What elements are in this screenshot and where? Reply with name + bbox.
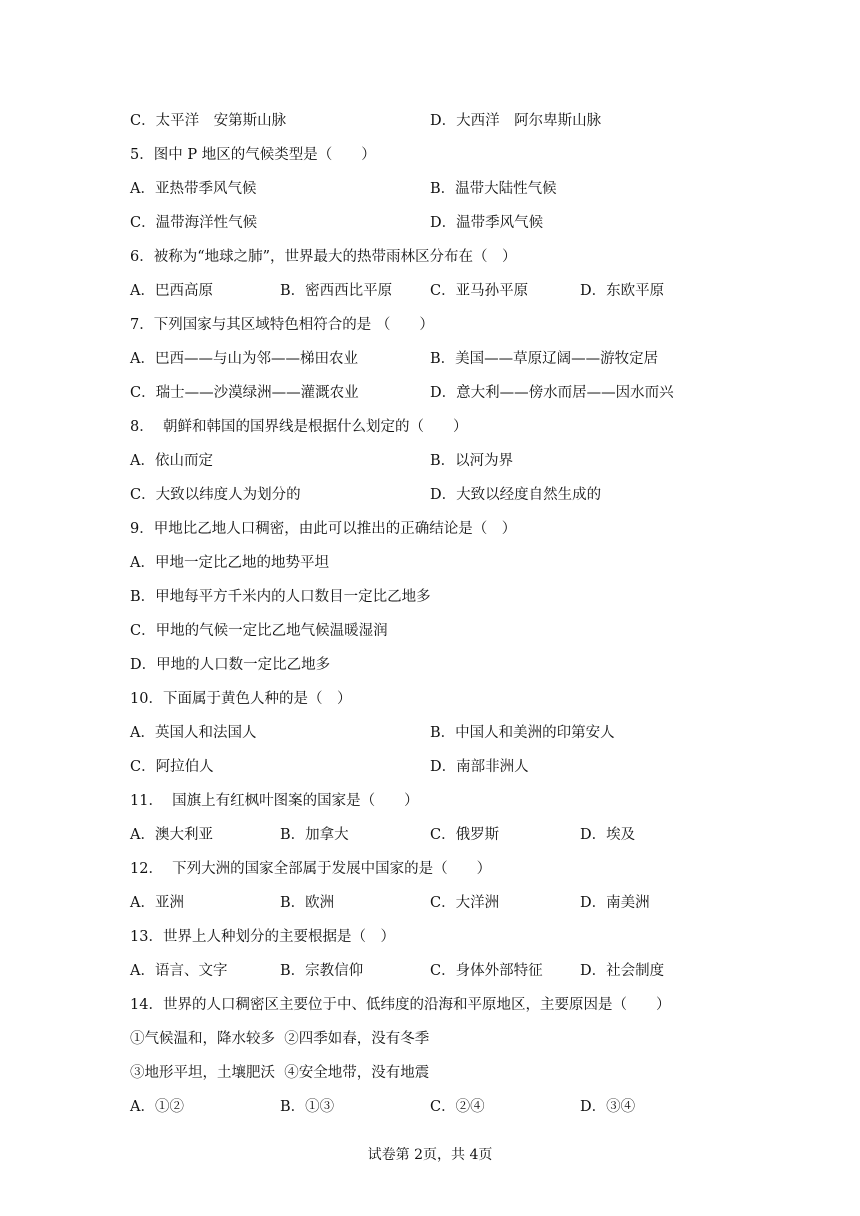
question-14-stem: 14．世界的人口稠密区主要位于中、低纬度的沿海和平原地区，主要原因是（ ） xyxy=(130,997,671,1013)
option-d-q7: D．意大利——傍水而居——因水而兴 xyxy=(430,385,674,401)
option-d-q13: D．社会制度 xyxy=(580,963,665,979)
option-b-q12: B．欧洲 xyxy=(280,895,335,911)
option-d-q6: D．东欧平原 xyxy=(580,283,665,299)
question-13-stem: 13．世界上人种划分的主要根据是（ ） xyxy=(130,929,395,945)
option-c-q9: C．甲地的气候一定比乙地气候温暖湿润 xyxy=(130,623,388,639)
statement-line-1: ①气候温和，降水较多 ②四季如春，没有冬季 xyxy=(130,1031,430,1047)
option-d-q12: D．南美洲 xyxy=(580,895,650,911)
option-c-q10: C．阿拉伯人 xyxy=(130,759,214,775)
option-b-q8: B．以河为界 xyxy=(430,453,514,469)
question-10-stem: 10．下面属于黄色人种的是（ ） xyxy=(130,691,352,707)
option-a-q8: A．依山而定 xyxy=(130,453,213,469)
option-c-q11: C．俄罗斯 xyxy=(430,827,500,843)
option-b-q13: B．宗教信仰 xyxy=(280,963,364,979)
question-5-stem: 5．图中 P 地区的气候类型是（ ） xyxy=(130,147,376,163)
option-c-q13: C．身体外部特征 xyxy=(430,963,543,979)
option-b-q6: B．密西西比平原 xyxy=(280,283,393,299)
option-a-q5: A．亚热带季风气候 xyxy=(130,181,257,197)
option-c-q14: C．②④ xyxy=(430,1099,485,1115)
option-b-q9: B．甲地每平方千米内的人口数目一定比乙地多 xyxy=(130,589,431,605)
option-a-q7: A．巴西——与山为邻——梯田农业 xyxy=(130,351,358,367)
option-d-q4: D．大西洋 阿尔卑斯山脉 xyxy=(430,113,602,129)
option-b-q14: B．①③ xyxy=(280,1099,335,1115)
option-a-q9: A．甲地一定比乙地的地势平坦 xyxy=(130,555,329,571)
option-c-q8: C．大致以纬度人为划分的 xyxy=(130,487,301,503)
option-b-q11: B．加拿大 xyxy=(280,827,349,843)
option-b-q5: B．温带大陆性气候 xyxy=(430,181,557,197)
option-c-q6: C．亚马孙平原 xyxy=(430,283,529,299)
option-c-q12: C．大洋洲 xyxy=(430,895,500,911)
option-a-q14: A．①② xyxy=(130,1099,184,1115)
question-6-stem: 6．被称为“地球之肺”，世界最大的热带雨林区分布在（ ） xyxy=(130,249,517,265)
option-c-q7: C．瑞士——沙漠绿洲——灌溉农业 xyxy=(130,385,359,401)
option-b-q10: B．中国人和美洲的印第安人 xyxy=(430,725,615,741)
question-8-stem: 8． 朝鲜和韩国的国界线是根据什么划定的（ ） xyxy=(130,419,468,435)
question-9-stem: 9．甲地比乙地人口稠密，由此可以推出的正确结论是（ ） xyxy=(130,521,517,537)
option-c-q4: C．太平洋 安第斯山脉 xyxy=(130,113,287,129)
option-d-q14: D．③④ xyxy=(580,1099,636,1115)
statement-line-2: ③地形平坦，土壤肥沃 ④安全地带，没有地震 xyxy=(130,1065,430,1081)
question-12-stem: 12． 下列大洲的国家全部属于发展中国家的是（ ） xyxy=(130,861,492,877)
option-a-q10: A．英国人和法国人 xyxy=(130,725,257,741)
option-a-q11: A．澳大利亚 xyxy=(130,827,213,843)
option-d-q10: D．南部非洲人 xyxy=(430,759,529,775)
question-7-stem: 7．下列国家与其区域特色相符合的是 （ ） xyxy=(130,317,434,333)
option-c-q5: C．温带海洋性气候 xyxy=(130,215,258,231)
option-d-q11: D．埃及 xyxy=(580,827,636,843)
option-b-q7: B．美国——草原辽阔——游牧定居 xyxy=(430,351,659,367)
page-footer: 试卷第 2页，共 4页 xyxy=(367,1147,493,1163)
option-d-q5: D．温带季风气候 xyxy=(430,215,544,231)
option-a-q13: A．语言、文字 xyxy=(130,963,228,979)
option-d-q8: D．大致以经度自然生成的 xyxy=(430,487,602,503)
question-11-stem: 11． 国旗上有红枫叶图案的国家是（ ） xyxy=(130,793,419,809)
option-a-q6: A．巴西高原 xyxy=(130,283,213,299)
option-a-q12: A．亚洲 xyxy=(130,895,184,911)
option-d-q9: D．甲地的人口数一定比乙地多 xyxy=(130,657,331,673)
